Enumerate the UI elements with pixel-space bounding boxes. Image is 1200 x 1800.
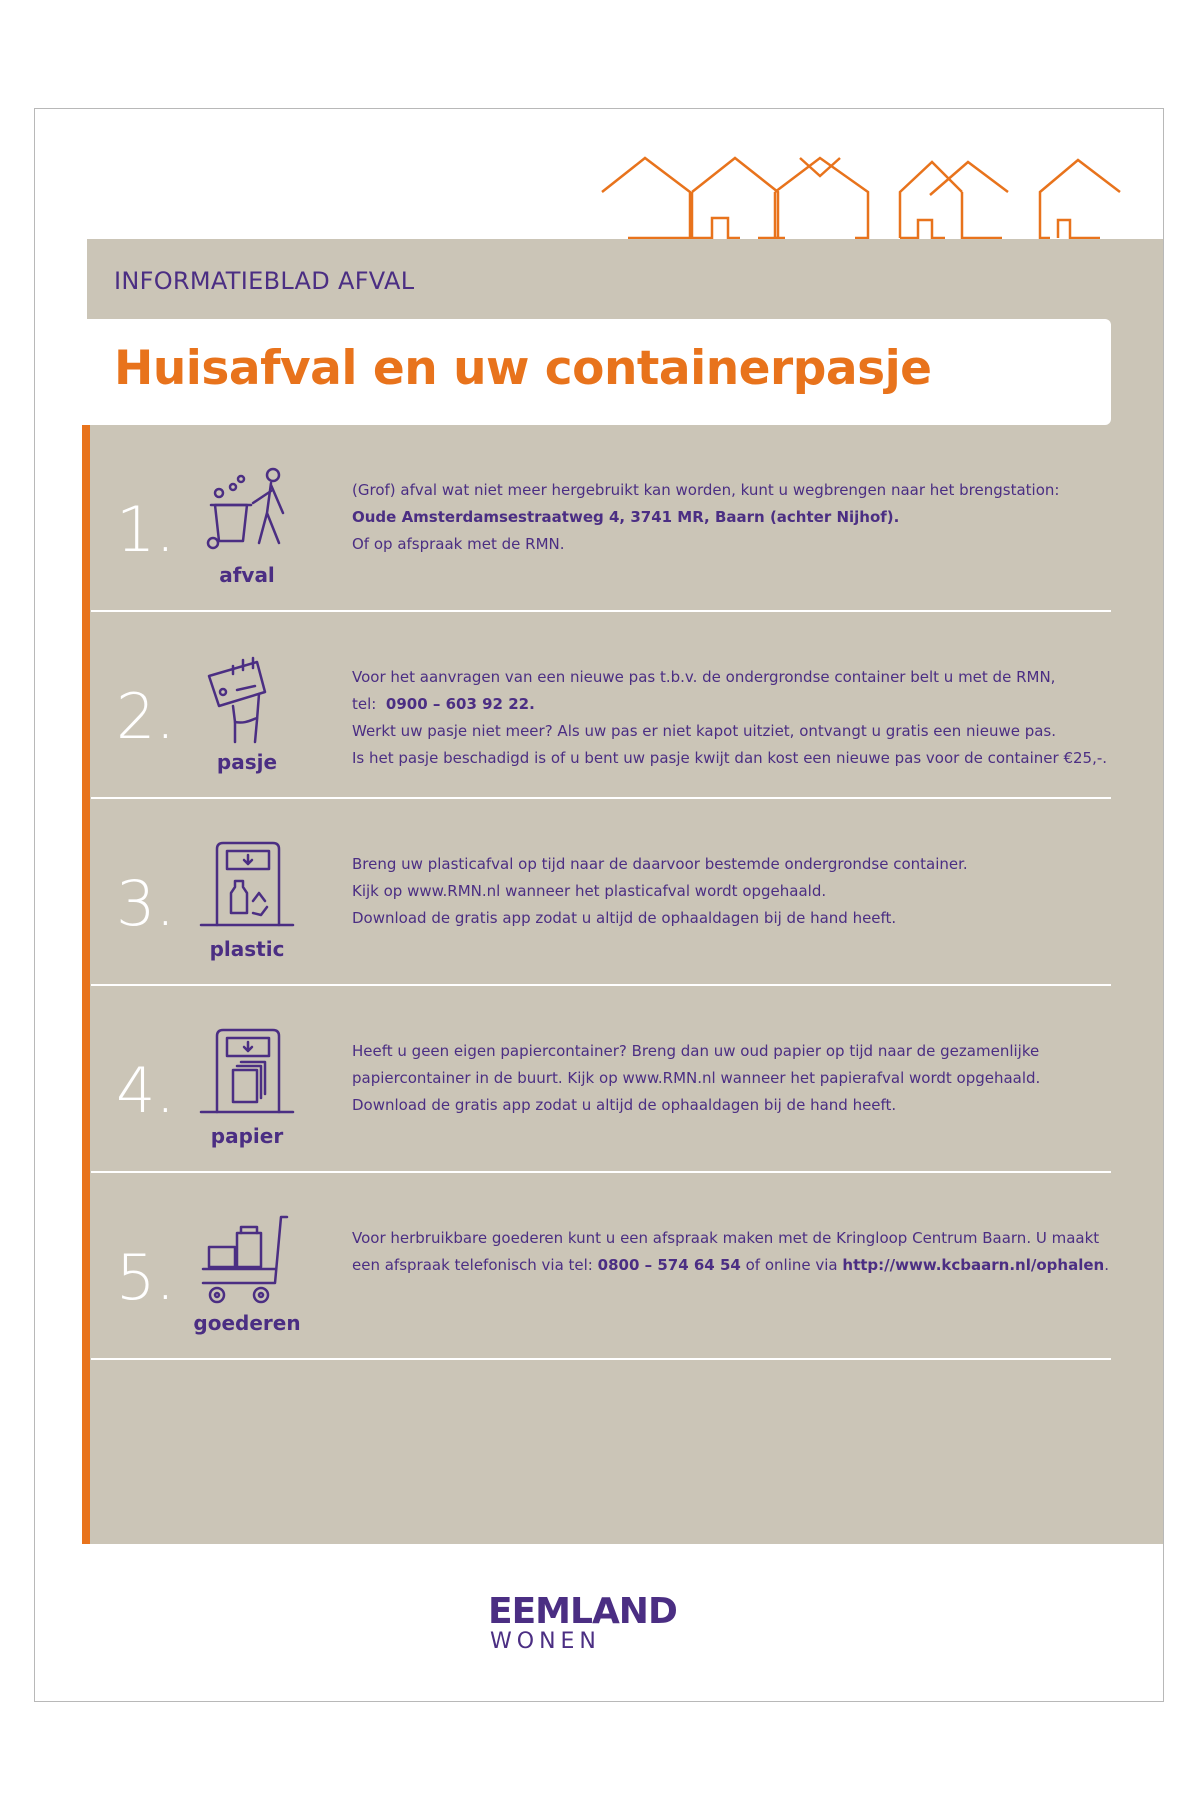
text-line: Voor het aanvragen van een nieuwe pas t.b.v. de ondergrondse container belt u met de RMN, (352, 668, 1056, 686)
eemland-wonen-logo (488, 1591, 713, 1655)
text-line: Breng uw plasticafval op tijd naar de daarvoor bestemde ondergrondse container. (352, 855, 968, 873)
item-text (352, 1038, 1092, 1119)
item-label: plastic (209, 937, 285, 961)
logo-subtitle: WONEN (490, 1629, 601, 1654)
hand-card-icon (197, 650, 297, 750)
text-line: Of op afspraak met de RMN. (352, 535, 565, 553)
text-segment: . (1104, 1256, 1109, 1274)
website-link[interactable]: http://www.kcbaarn.nl/ophalen (842, 1256, 1105, 1274)
houses-decoration-icon (600, 150, 1145, 242)
document-label: INFORMATIEBLAD AFVAL (114, 267, 415, 295)
item-label: pasje (216, 750, 278, 774)
phone-number: 0800 – 574 64 54 (597, 1256, 741, 1274)
list-item-afval (91, 425, 1111, 612)
accent-bar (82, 425, 90, 1544)
text-line: Voor herbruikbare goederen kunt u een afspraak maken met de Kringloop Centrum Baarn. U maakt (352, 1229, 1100, 1247)
item-list (91, 425, 1111, 1360)
goods-trolley-icon (197, 1211, 297, 1311)
phone-prefix: tel: (352, 695, 377, 713)
phone-number: 0900 – 603 92 22. (385, 695, 535, 713)
item-text (352, 664, 1108, 772)
item-number: 2. (116, 680, 176, 753)
item-number: 4. (116, 1054, 176, 1127)
item-label: papier (210, 1124, 284, 1148)
list-item-papier (91, 986, 1111, 1173)
text-segment: een afspraak telefonisch via tel: (352, 1256, 593, 1274)
text-line: Download de gratis app zodat u altijd de ophaaldagen bij de hand heeft. (352, 909, 897, 927)
item-label: goederen (193, 1311, 301, 1335)
plastic-container-icon (197, 837, 297, 937)
item-number: 5. (116, 1241, 176, 1314)
paper-container-icon (197, 1024, 297, 1124)
text-line: (Grof) afval wat niet meer hergebruikt kan worden, kunt u wegbrengen naar het brengstation: (352, 481, 1060, 499)
info-panel (87, 239, 1163, 1544)
item-text (352, 1225, 1109, 1279)
text-line: Werkt uw pasje niet meer? Als uw pas er niet kapot uitziet, ontvangt u gratis een nieuwe pas. (352, 722, 1057, 740)
item-text (352, 851, 1092, 932)
item-number: 3. (116, 867, 176, 940)
item-label: afval (219, 563, 275, 587)
address-text: Oude Amsterdamsestraatweg 4, 3741 MR, Baarn (achter Nijhof). (352, 508, 900, 526)
text-line: Kijk op www.RMN.nl wanneer het plasticafval wordt opgehaald. (352, 882, 827, 900)
text-line: Is het pasje beschadigd is of u bent uw pasje kwijt dan kost een nieuwe pas voor de container €25,-. (352, 749, 1108, 767)
list-item-goederen (91, 1173, 1111, 1360)
list-item-plastic (91, 799, 1111, 986)
title-box (87, 319, 1111, 425)
waste-person-icon (197, 463, 297, 563)
logo-wordmark: EEMLAND (488, 1591, 677, 1632)
list-item-pasje (91, 612, 1111, 799)
item-number: 1. (116, 493, 176, 566)
text-line: papiercontainer in de buurt. Kijk op www.RMN.nl wanneer het papierafval wordt opgehaald. (352, 1069, 1041, 1087)
text-line: Download de gratis app zodat u altijd de ophaaldagen bij de hand heeft. (352, 1096, 897, 1114)
text-segment: of online via (745, 1256, 838, 1274)
item-text (352, 477, 1092, 558)
page-title: Huisafval en uw containerpasje (114, 341, 932, 396)
text-line: Heeft u geen eigen papiercontainer? Breng dan uw oud papier op tijd naar de gezamenlijke (352, 1042, 1040, 1060)
